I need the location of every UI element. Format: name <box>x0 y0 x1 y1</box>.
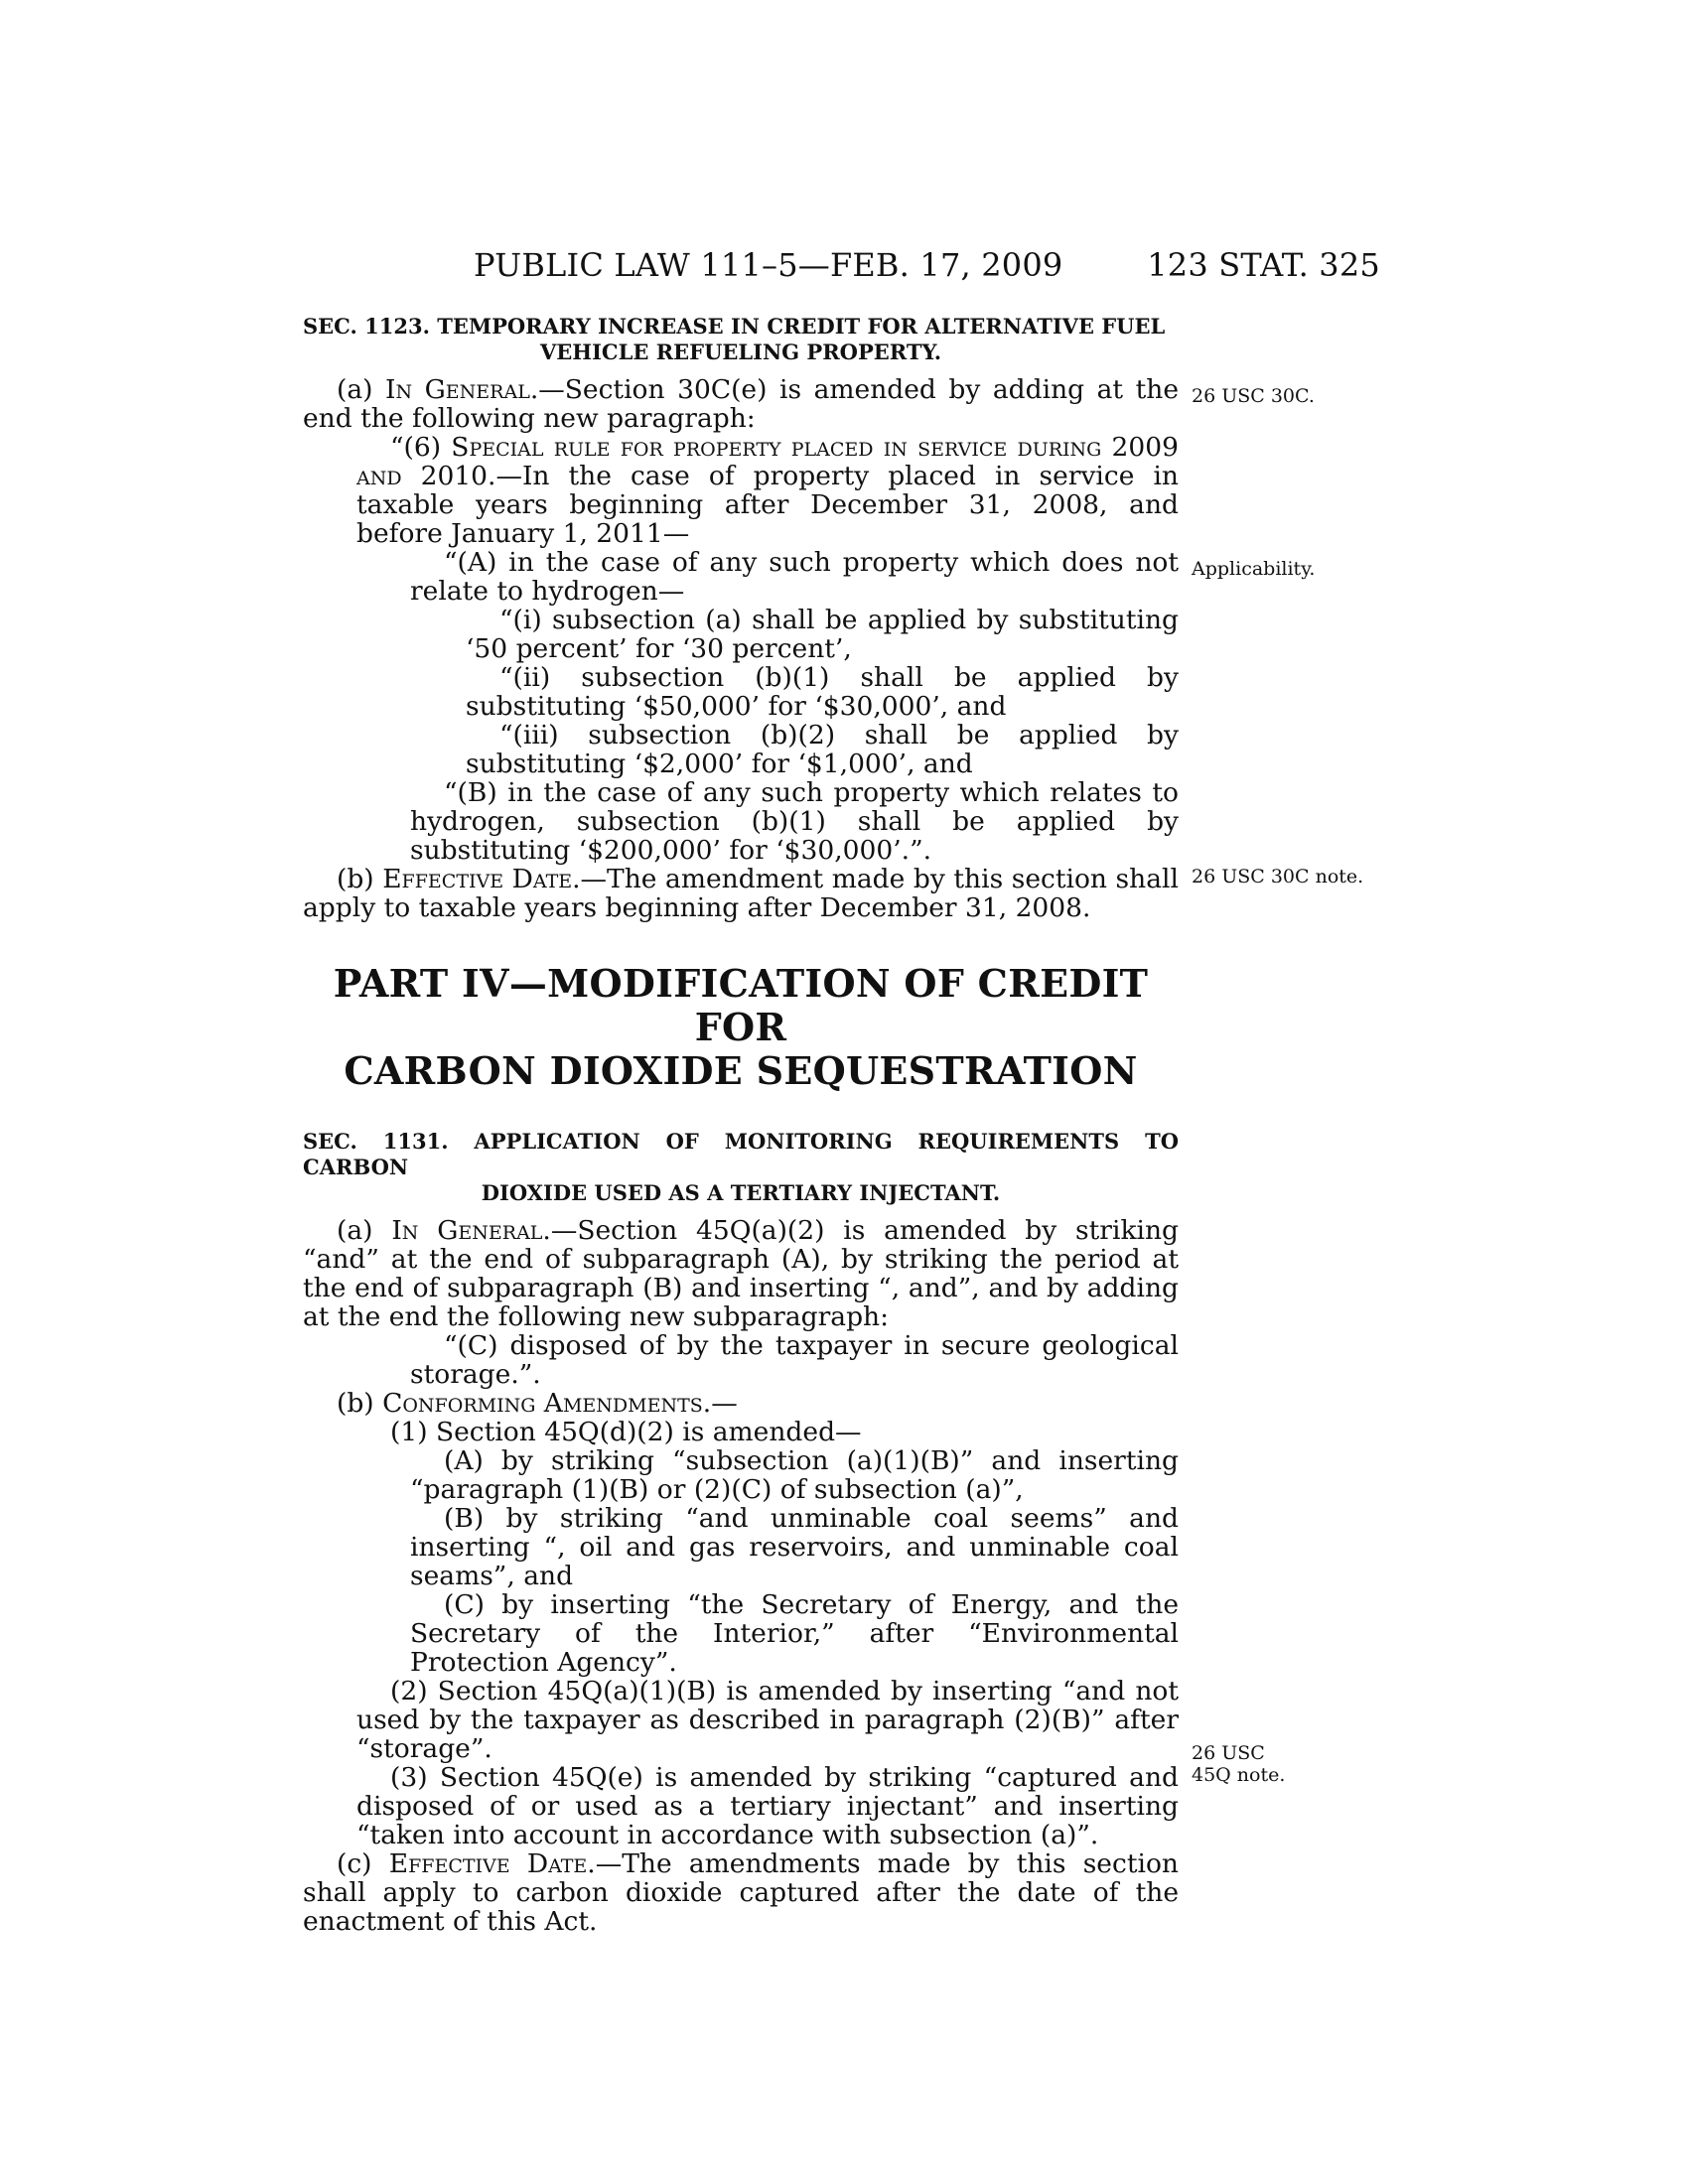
subsection-b-1131: (b) Conforming Amendments.— <box>337 1388 738 1419</box>
paragraph-1-B: (B) by striking “and unminable coal seems” and inserting “, oil and gas reservoirs, and unminable coal seams”, and <box>410 1503 1179 1591</box>
stat-page: 123 STAT. 325 <box>1147 246 1380 284</box>
subsection-c-1131: (c) Effective Date.—The amendments made by this section shall apply to carbon dioxide captured after the date of the enactment of this Act. <box>303 1848 1179 1937</box>
law-title: PUBLIC LAW 111–5—FEB. 17, 2009 <box>474 246 1063 284</box>
margin-note: 26 USC 30C. <box>1192 385 1315 407</box>
section-heading-1131: SEC. 1131. APPLICATION OF MONITORING REQUIREMENTS TO CARBON DIOXIDE USED AS A TERTIARY INJECTANT. <box>303 1129 1179 1205</box>
subsection-a-1131: (a) In General.—Section 45Q(a)(2) is amended by striking “and” at the end of subparagraph (A), by striking the period at the end of subparagraph (B) and inserting “, and”, and by adding at the end the following new subparagraph: <box>303 1215 1180 1332</box>
paragraph-3: (3) Section 45Q(e) is amended by striking “captured and disposed of or used as a tertiary injectant” and inserting “taken into account in accordance with subsection (a)”. <box>356 1762 1179 1850</box>
subparagraph-A: “(A) in the case of any such property which does not relate to hydrogen— <box>410 547 1179 607</box>
paragraph-1: (1) Section 45Q(d)(2) is amended— <box>390 1417 862 1447</box>
paragraph-2: (2) Section 45Q(a)(1)(B) is amended by inserting “and not used by the taxpayer as described in paragraph (2)(B)” after “storage”. <box>356 1676 1179 1764</box>
paragraph-1-C: (C) by inserting “the Secretary of Energy, and the Secretary of the Interior,” after “Environmental Protection Agency”. <box>410 1589 1179 1678</box>
margin-note: 26 USC 45Q note. <box>1192 1742 1286 1786</box>
subparagraph-B: “(B) in the case of any such property which relates to hydrogen, subsection (b)(1) shall be applied by substituting ‘$200,000’ for ‘$30,000’.”. <box>410 777 1179 866</box>
part-heading: PART IV—MODIFICATION OF CREDIT FOR CARBON DIOXIDE SEQUESTRATION <box>333 961 1149 1093</box>
subparagraph-C: “(C) disposed of by the taxpayer in secure geological storage.”. <box>410 1330 1179 1390</box>
paragraph-1-A: (A) by striking “subsection (a)(1)(B)” and inserting “paragraph (1)(B) or (2)(C) of subsection (a)”, <box>410 1445 1179 1505</box>
clause-i: “(i) subsection (a) shall be applied by substituting ‘50 percent’ for ‘30 percent’, <box>466 605 1179 664</box>
margin-note: Applicability. <box>1192 558 1316 580</box>
margin-note: 26 USC 30C note. <box>1192 866 1364 887</box>
clause-ii: “(ii) subsection (b)(1) shall be applied by substituting ‘$50,000’ for ‘$30,000’, and <box>466 662 1179 722</box>
subsection-b: (b) Effective Date.—The amendment made by this section shall apply to taxable years beginning after December 31, 2008. <box>303 864 1179 923</box>
subsection-a: (a) In General.—Section 30C(e) is amended by adding at the end the following new paragraph: <box>303 374 1180 434</box>
paragraph-6: “(6) Special rule for property placed in service during 2009 and 2010.—In the case of property placed in service in taxable years beginning after December 31, 2008, and before January 1, 2011— <box>356 432 1179 549</box>
clause-iii: “(iii) subsection (b)(2) shall be applied by substituting ‘$2,000’ for ‘$1,000’, and <box>466 720 1179 779</box>
section-heading: SEC. 1123. TEMPORARY INCREASE IN CREDIT FOR ALTERNATIVE FUEL VEHICLE REFUELING PROPERTY. <box>303 314 1166 364</box>
section-1123 <box>303 314 1179 1936</box>
